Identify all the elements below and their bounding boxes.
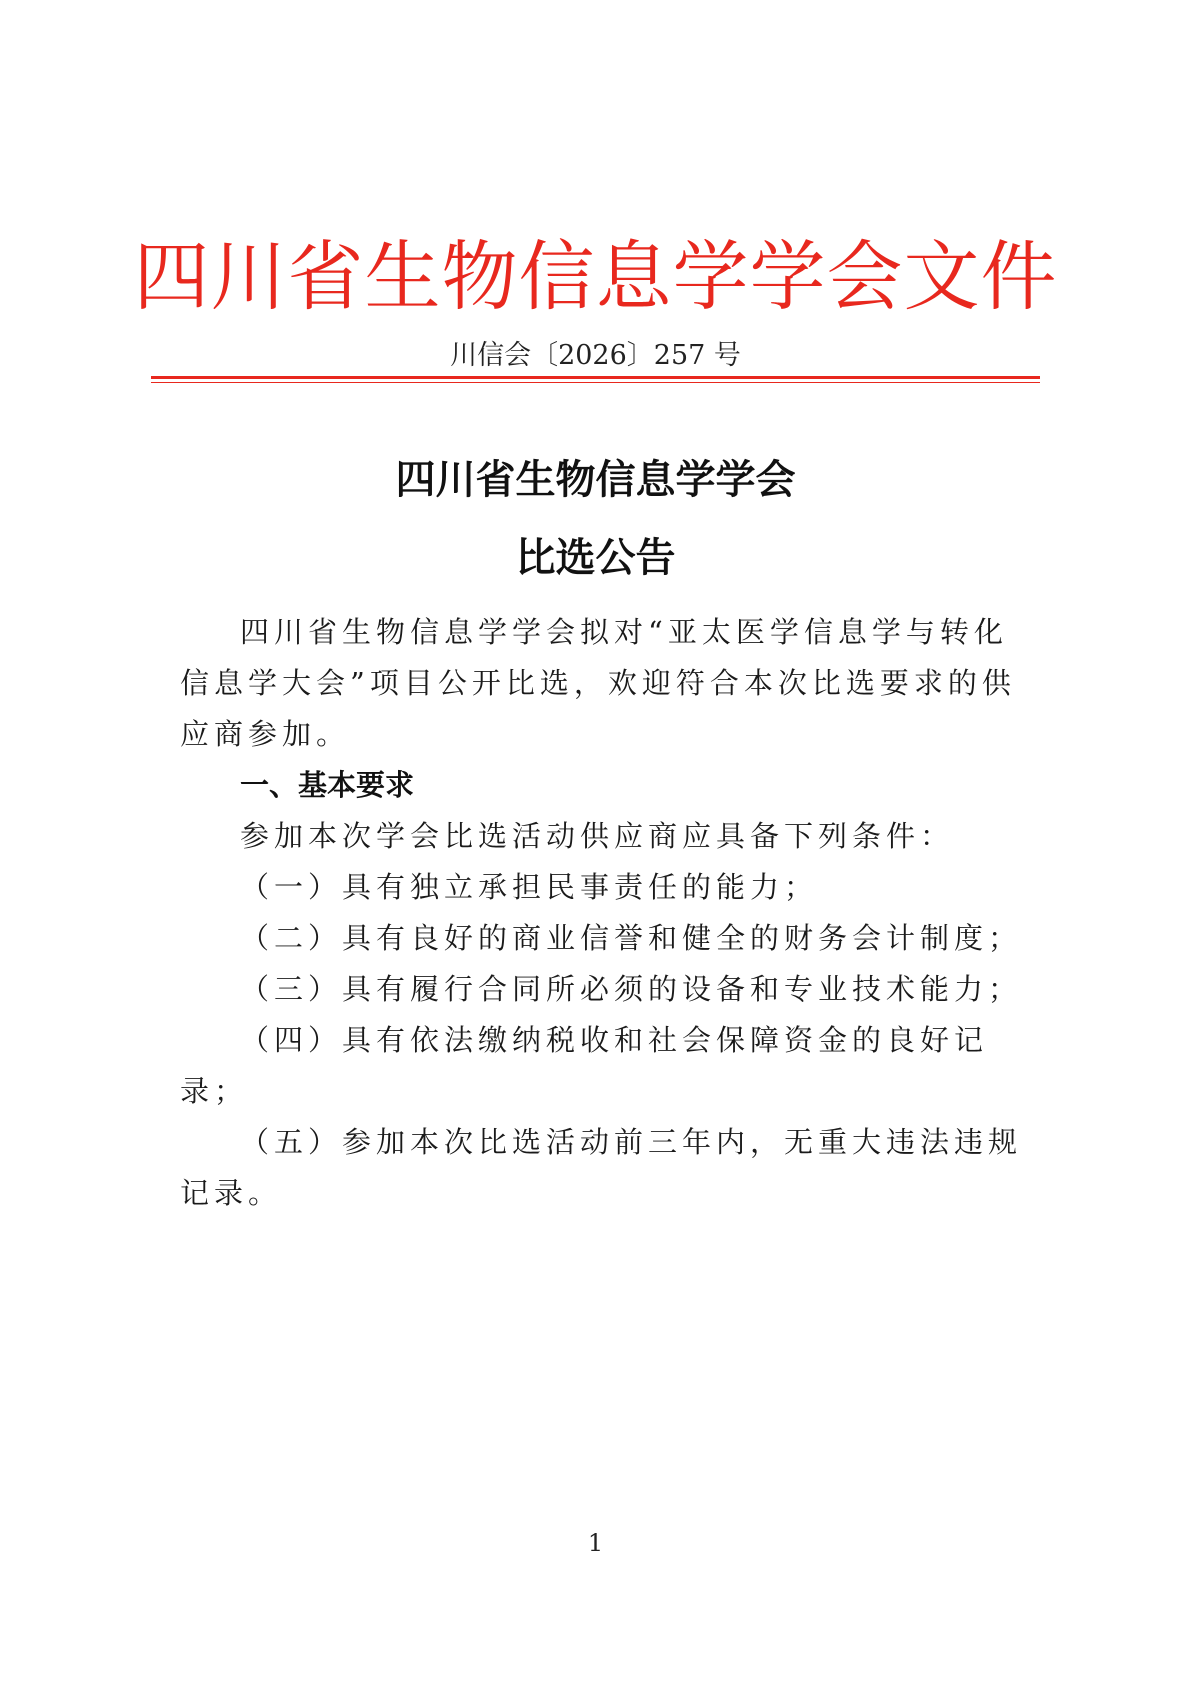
requirement-item-3: （三）具有履行合同所必须的设备和专业技术能力； — [240, 972, 1023, 1006]
notice-title-organization: 四川省生物信息学学会 — [395, 457, 796, 503]
requirement-item-5-continuation: 记录。 — [180, 1176, 283, 1210]
intro-line-3: 应商参加。 — [180, 717, 351, 751]
notice-title: 比选公告 — [515, 535, 676, 581]
document-number: 川信会〔2026〕257 号 — [450, 340, 741, 371]
requirement-item-4: （四）具有依法缴纳税收和社会保障资金的良好记 — [240, 1023, 989, 1057]
section-heading-basic-requirements: 一、基本要求 — [240, 768, 415, 802]
page-number: 1 — [587, 1529, 604, 1557]
requirement-item-2: （二）具有良好的商业信誉和健全的财务会计制度； — [240, 921, 1023, 955]
requirement-item-5: （五）参加本次比选活动前三年内，无重大违法违规 — [240, 1125, 1023, 1159]
masthead-title: 四川省生物信息学学会文件 — [133, 232, 1058, 321]
requirement-item-1: （一）具有独立承担民事责任的能力； — [240, 870, 819, 904]
red-divider-thick — [151, 376, 1040, 379]
intro-line-1: 四川省生物信息学学会拟对“亚太医学信息学与转化 — [240, 615, 1008, 649]
intro-line-2: 信息学大会”项目公开比选，欢迎符合本次比选要求的供 — [180, 666, 1016, 700]
requirement-item-4-continuation: 录； — [180, 1074, 249, 1108]
red-divider-thin — [151, 382, 1040, 383]
section-lead: 参加本次学会比选活动供应商应具备下列条件： — [240, 819, 955, 853]
